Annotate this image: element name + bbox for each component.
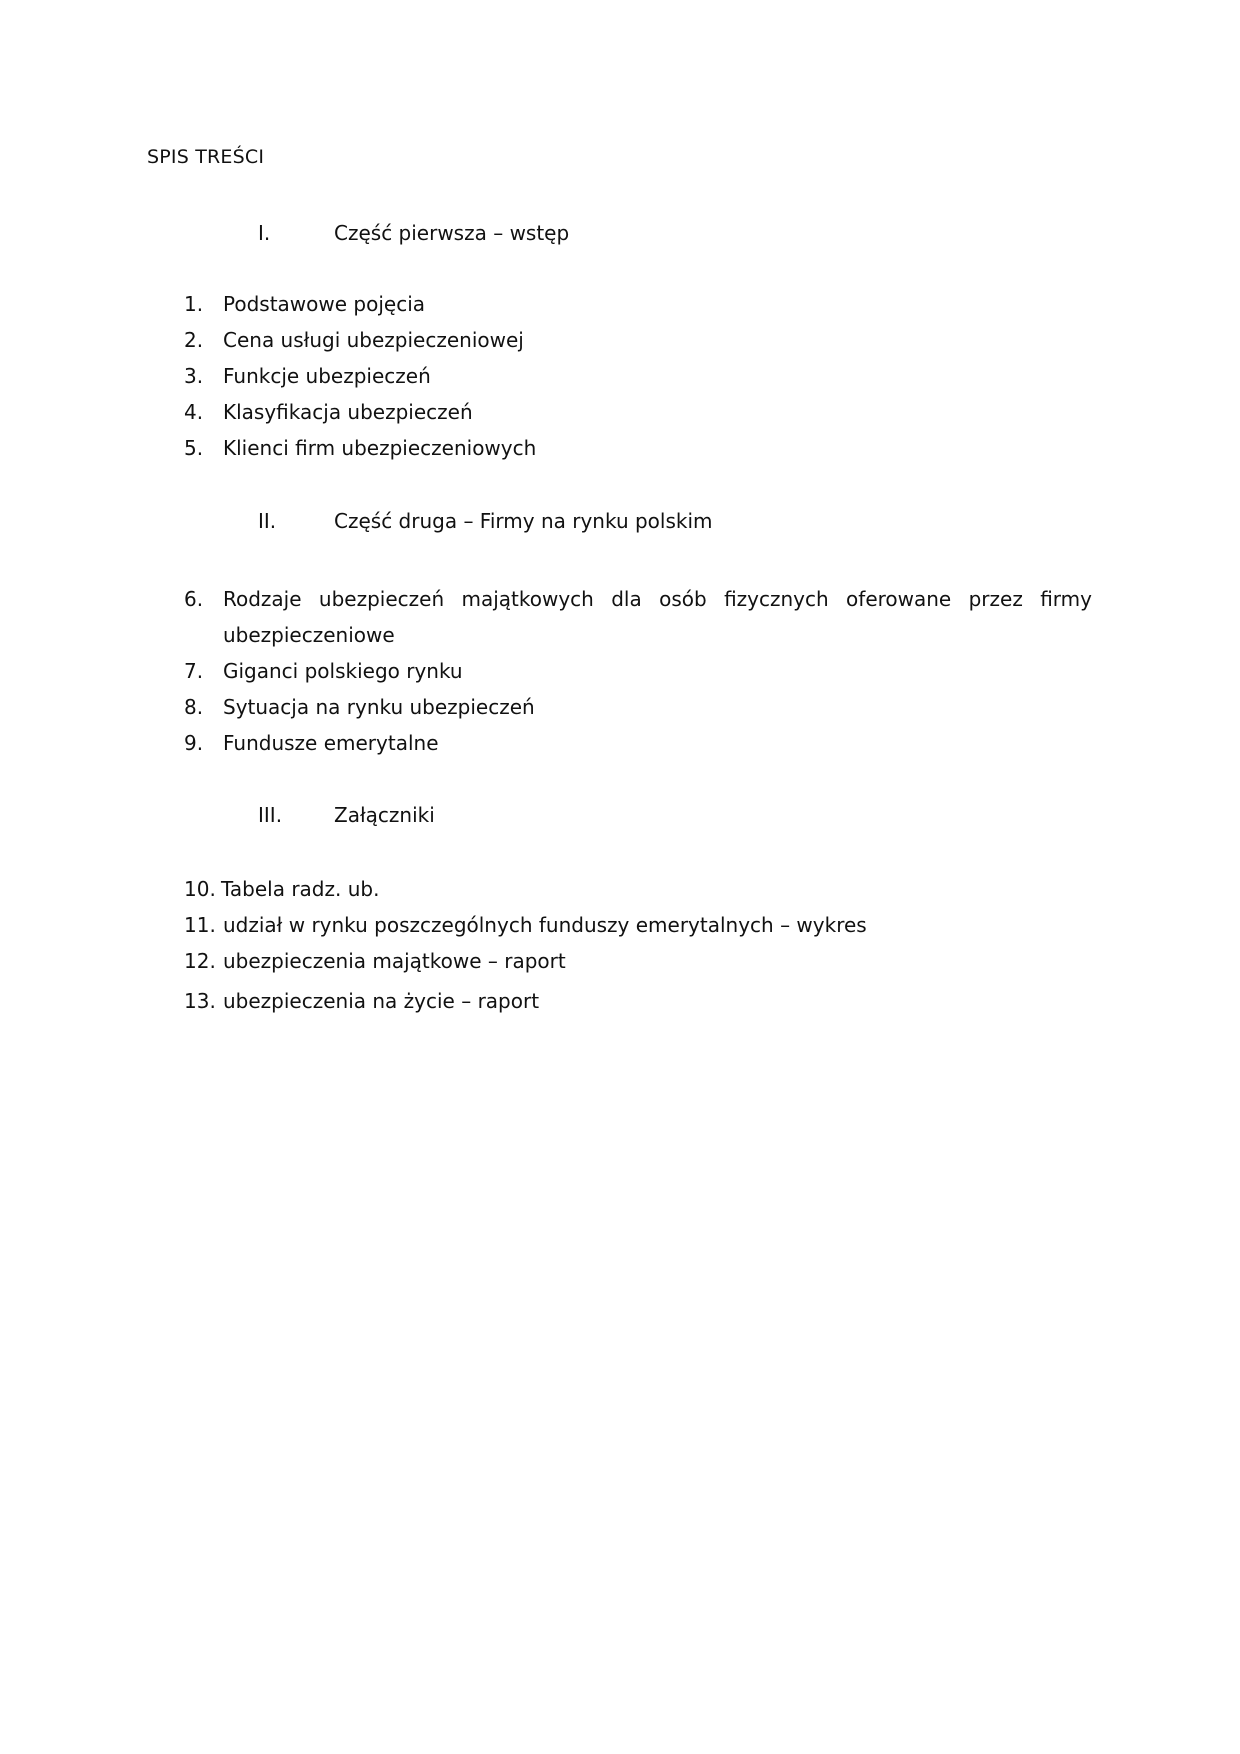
toc-title: SPIS TREŚCI	[147, 146, 265, 168]
section-numeral: II.	[258, 509, 277, 533]
toc-item-13: 13. ubezpieczenia na życie – raport	[184, 989, 540, 1013]
toc-item-8: 8. Sytuacja na rynku ubezpieczeń	[184, 695, 535, 719]
toc-item-10: 10. Tabela radz. ub.	[184, 877, 380, 901]
toc-item-6: 6. Rodzaje ubezpieczeń majątkowych dla osób fizycznych oferowane przez firmy ubezpieczeniowe	[184, 587, 1092, 647]
section-numeral: III.	[258, 803, 283, 827]
toc-item-9: 9. Fundusze emerytalne	[184, 731, 439, 755]
toc-item-7: 7. Giganci polskiego rynku	[184, 659, 463, 683]
toc-item-1: 1. Podstawowe pojęcia	[184, 292, 426, 316]
toc-item-2: 2. Cena usługi ubezpieczeniowej	[184, 328, 524, 352]
toc-item-12: 12. ubezpieczenia majątkowe – raport	[184, 949, 566, 973]
section-numeral: I.	[258, 221, 271, 245]
section-title: Część druga – Firmy na rynku polskim	[334, 509, 713, 533]
toc-item-4: 4. Klasyfikacja ubezpieczeń	[184, 400, 473, 424]
section-title: Załączniki	[334, 803, 435, 827]
toc-item-3: 3. Funkcje ubezpieczeń	[184, 364, 431, 388]
section-title: Część pierwsza – wstęp	[334, 221, 570, 245]
toc-item-5: 5. Klienci firm ubezpieczeniowych	[184, 436, 537, 460]
toc-item-11: 11. udział w rynku poszczególnych funduszy emerytalnych – wykres	[184, 913, 867, 937]
